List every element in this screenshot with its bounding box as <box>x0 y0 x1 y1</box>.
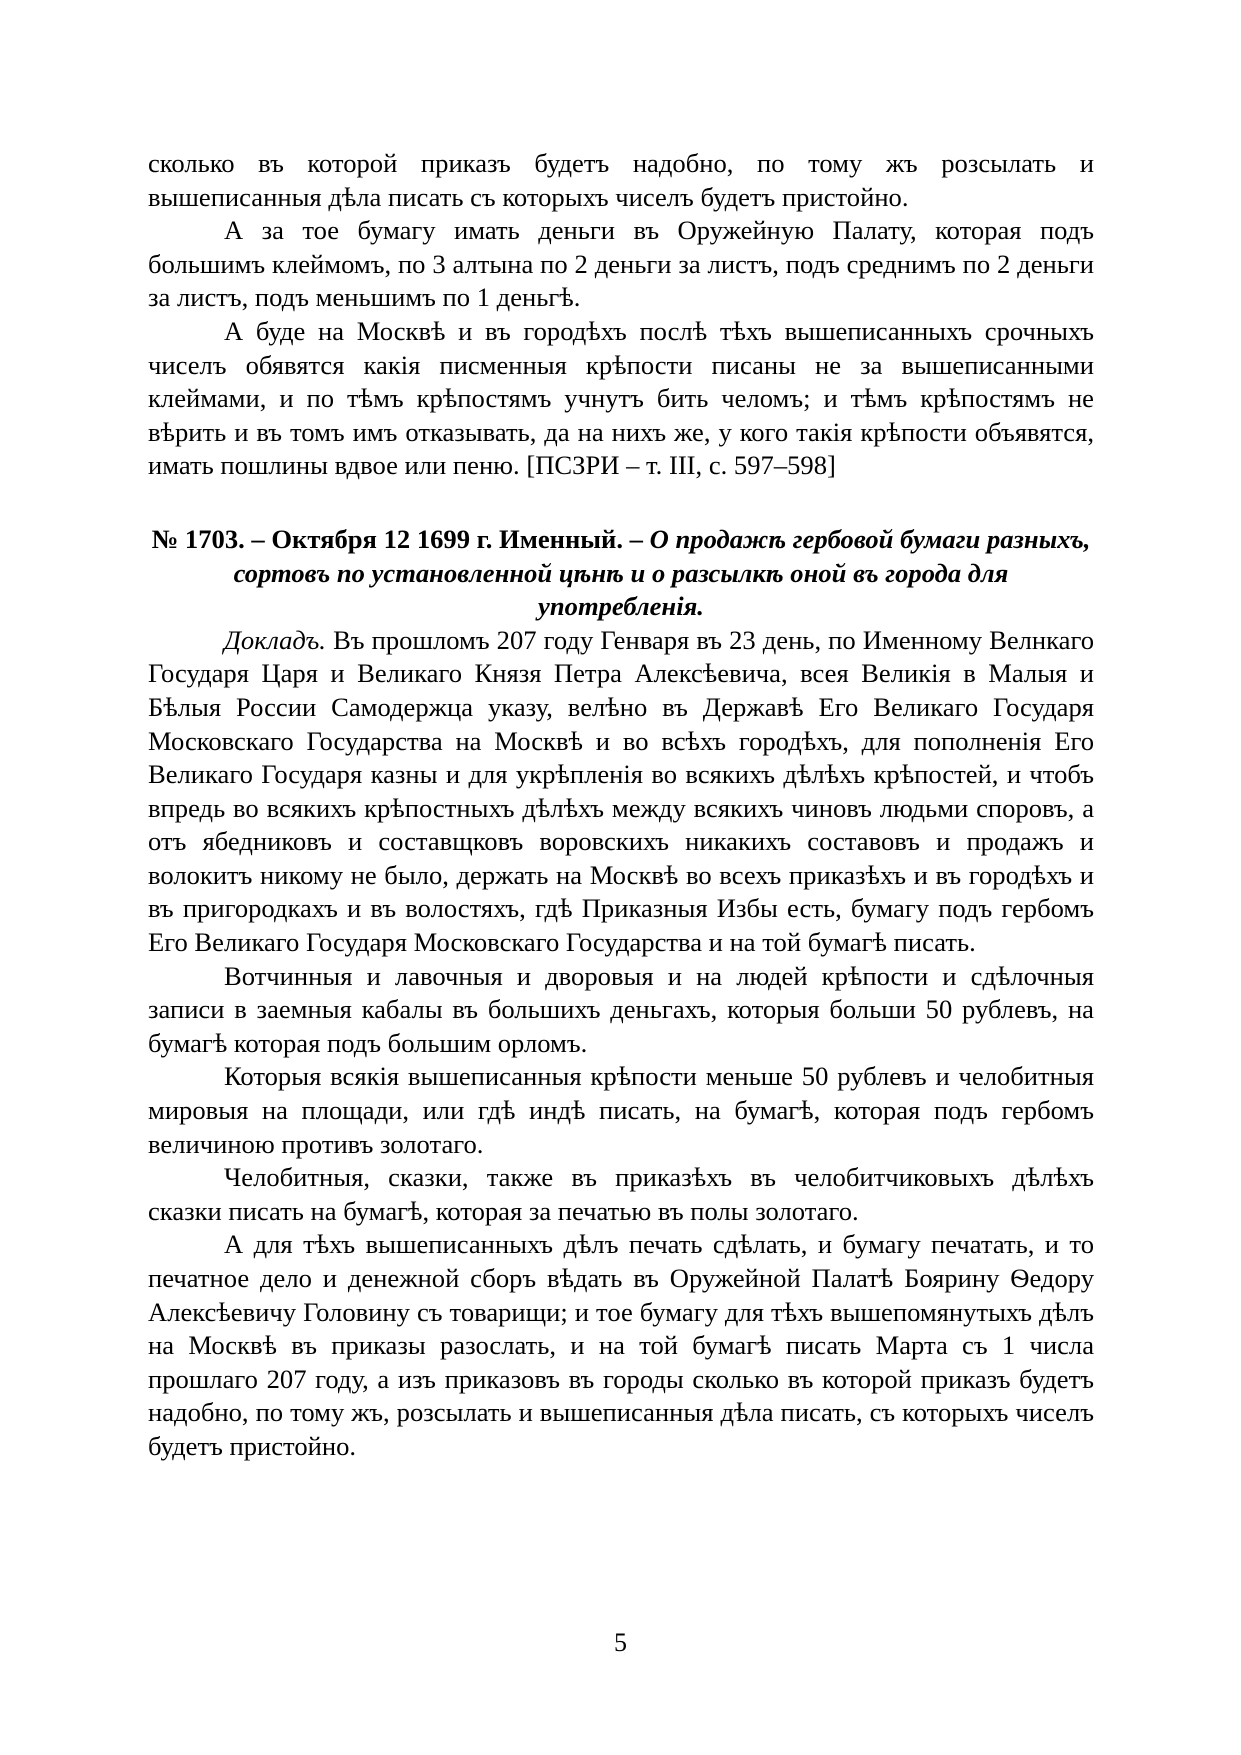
report-label: Докладъ. <box>224 624 326 655</box>
report-paragraph <box>148 624 1094 960</box>
decree-heading <box>148 523 1094 624</box>
decree-title: О продажѣ гербовой бумаги разныхъ, сортовъ по установленной цѣнѣ и о разсылкѣ оной въ города для употребленія. <box>233 523 1091 622</box>
paragraph-continuation: сколько въ которой приказъ будетъ надобно, по тому жъ розсылать и вышеписанныя дѣла писать съ которыхъ чиселъ будетъ пристойно. <box>148 148 1094 212</box>
paragraph-penalty: А буде на Москвѣ и въ городѣхъ послѣ тѣхъ вышеписанныхъ срочныхъ чиселъ обявятся какія писменныя крѣпости писаны не за вышеписанными клеймами, и по тѣмъ крѣпостямъ учнутъ бить челомъ; и тѣмъ крѣпостямъ не вѣрить и въ томъ имъ отказывать, да на нихъ же, у кого такія крѣпости объявятся, имать пошлины вдвое или пеню. [ПСЗРИ – т. III, с. 597–598] <box>148 315 1094 481</box>
paragraph-payment: А за тое бумагу имать деньги въ Оружейную Палату, которая подъ большимъ клеймомъ, по 3 алтына по 2 деньги за листъ, подъ среднимъ по 2 деньги за листъ, подъ меньшимъ по 1 деньгѣ. <box>148 215 1094 313</box>
paragraph-petitions: Челобитныя, сказки, также въ приказѣхъ въ челобитчиковыхъ дѣлѣхъ сказки писать на бумагѣ, которая за печатью въ полы золотаго. <box>148 1162 1094 1226</box>
report-text: Въ прошломъ 207 году Генваря въ 23 день, по Именному Велнкаго Государя Царя и Великаго Князя Петра Алексѣевича, всея Великія в Малыя и Бѣлыя России Самодержца указу, велѣно въ Державѣ Его Великаго Государя Московскаго Государства на Москвѣ и во всѣхъ городѣхъ, для пополненія Его Великаго Государя казны и для укрѣпленія во всякихъ дѣлѣхъ крѣпостей, и чтобъ впредь во всякихъ крѣпостныхъ дѣлѣхъ между всякихъ чиновъ людьми споровъ, а отъ ябедниковъ и составщковъ воровскихъ никакихъ составовъ и продажъ и волокитъ никому не было, держать на Москвѣ во всехъ приказѣхъ и въ городѣхъ и въ пригородкахъ и въ волостяхъ, гдѣ Приказныя Избы есть, бумагу подъ гербомъ Его Великаго Государя Московскаго Государства и на той бумагѣ писать. <box>148 624 1094 958</box>
paragraph-seal: А для тѣхъ вышеписанныхъ дѣлъ печать сдѣлать, и бумагу печатать, и то печатное дело и денежной сборъ вѣдать въ Оружейной Палатѣ Боярину Ѳедору Алексѣевичу Головину съ товарищи; и тое бумагу для тѣхъ вышепомянутыхъ дѣлъ на Москвѣ въ приказы разослать, и на той бумагѣ писать Марта съ 1 числа прошлаго 207 году, а изъ приказовъ въ городы сколько въ которой приказъ будетъ надобно, по тому жъ, розсылать и вышеписанныя дѣла писать, съ которыхъ чиселъ будетъ пристойно. <box>148 1229 1094 1461</box>
paragraph-estates: Вотчинныя и лавочныя и дворовыя и на людей крѣпости и сдѣлочныя записи в заемныя кабалы въ большихъ деньгахъ, которыя больши 50 рублевъ, на бумагѣ которая подъ большим орломъ. <box>148 960 1094 1058</box>
document-body <box>148 147 1094 1464</box>
decree-number-date: № 1703. – Октября 12 1699 г. Именный. – <box>151 523 643 554</box>
page-number: 5 <box>614 1628 627 1657</box>
paragraph-small-deeds: Которыя всякія вышеписанныя крѣпости меньше 50 рублевъ и челобитныя мировыя на площади, или гдѣ индѣ писать, на бумагѣ, которая подъ гербомъ величиною противъ золотаго. <box>148 1061 1094 1159</box>
